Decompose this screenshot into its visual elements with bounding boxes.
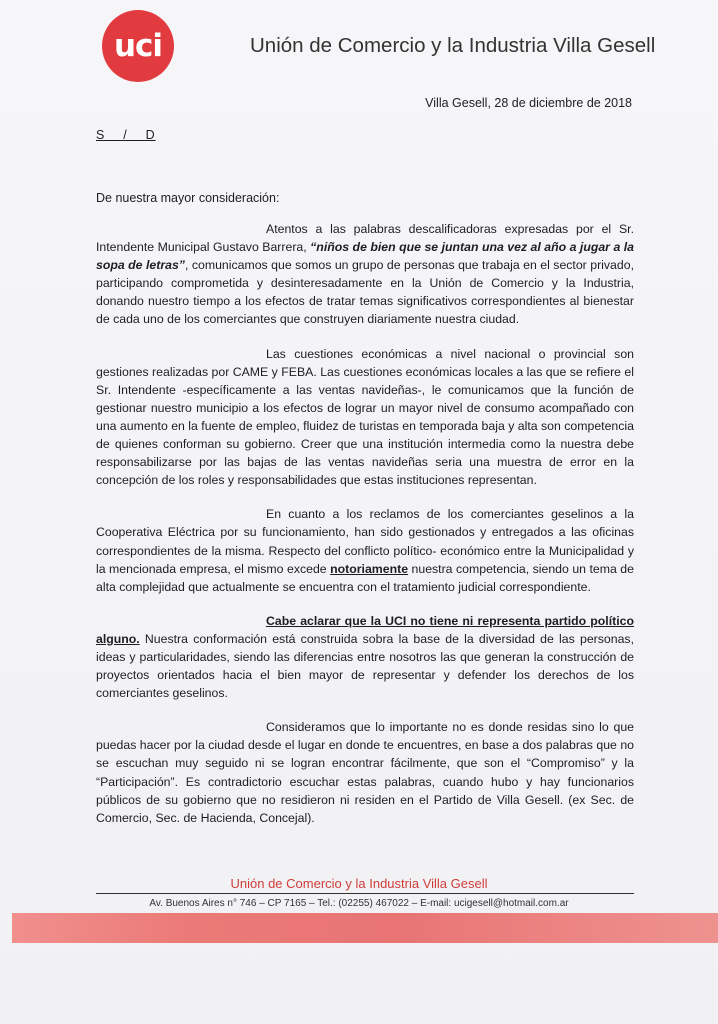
paragraph-1	[96, 220, 634, 329]
paragraph-1-text-a: Atentos a las palabras descalificadoras expresadas por el Sr. Intendente Municipal Gustavo Barrera,	[96, 222, 634, 255]
footer-address: Av. Buenos Aires n° 746 – CP 7165 – Tel.: (02255) 467022 – E-mail: ucigesell@hotmail.com.ar	[149, 898, 569, 909]
logo-text: uci	[113, 27, 163, 64]
paragraph-5: Consideramos que lo importante no es donde residas sino lo que puedas hacer por la ciudad desde el lugar en donde te encuentres, en base a dos palabras que no se escuchan muy seguido ni se logran encontrar fácilmente, que son el “Compromiso” y la “Participación”. Es contradictorio escuchar estas palabras, cuando hubo y hay funcionarios públicos de su gobierno que no residieron ni residen en el Partido de Villa Gesell. (ex Sec. de Comercio, Sec. de Hacienda, Concejal).	[96, 720, 634, 825]
paragraph-4	[96, 612, 634, 702]
paragraph-4-text-b: Nuestra conformación está construida sobra la base de la diversidad de las personas, ideas y particularidades, siendo las diferencias entre nosotros las que generan la construcción de proyectos orientados hacia el bien mayor de representar y defender los derechos de los comerciantes geselinos.	[96, 631, 634, 701]
letter-date: Villa Gesell, 28 de diciembre de 2018	[425, 96, 632, 110]
paragraph-3-text-a: En cuanto a los reclamos de los comerciantes geselinos a la Cooperativa Eléctrica por su funcionamiento, han sido gestionados y entregados a las oficinas correspondientes de la misma. Respecto del conflicto político- económico entre la Municipalidad y la mencionada empresa, el mismo excede	[96, 507, 634, 576]
quoted-phrase: “niños de bien que se juntan una vez al año a jugar a la sopa de letras”	[96, 240, 634, 273]
emphasized-statement: Cabe aclarar que la UCI no tiene ni representa partido político alguno.	[96, 613, 634, 646]
paragraph-1-text-b: , comunicamos que somos un grupo de personas que trabaja en el sector privado, participando comprometida y desinteresadamente en la Unión de Comercio y la Industria, donando nuestro tiempo a los efectos de tratar temas significativos correspondientes al bienestar de cada uno de los comerciantes que construyen diariamente nuestra ciudad.	[96, 258, 634, 327]
footer-divider	[96, 893, 634, 894]
letterhead-title: Unión de Comercio y la Industria Villa Gesell	[250, 34, 656, 57]
addressee: S / D	[96, 128, 156, 142]
paragraph-2: Las cuestiones económicas a nivel nacional o provincial son gestiones realizadas por CAME y FEBA. Las cuestiones económicas locales a las que se refiere el Sr. Intendente -específicamente a las ventas navideñas-, le comunicamos que la función de gestionar nuestro municipio a los efectos de lograr un mayor nivel de consumo acompañado con una aumento en la fuente de empleo, fluidez de turistas en temporada baja y alta son competencia de quienes conforman su gobierno. Creer que una institución intermedia como la nuestra debe responsabilizarse por las bajas de las ventas navideñas seria una muestra de error en la concepción de los roles y responsabilidades que estas instituciones representan.	[96, 346, 634, 488]
paragraph-3	[96, 505, 634, 595]
letter-body	[96, 220, 634, 843]
greeting: De nuestra mayor consideración:	[96, 191, 280, 205]
paragraph-3-text-b: nuestra competencia, siendo un tema de alta complejidad que actualmente se encuentra con el tratamiento judicial correspondiente.	[96, 561, 634, 594]
emphasized-word: notoriamente	[330, 561, 409, 576]
footer-org-name: Unión de Comercio y la Industria Villa Gesell	[230, 876, 488, 891]
uci-logo	[102, 10, 174, 82]
footer-red-band	[12, 913, 718, 943]
